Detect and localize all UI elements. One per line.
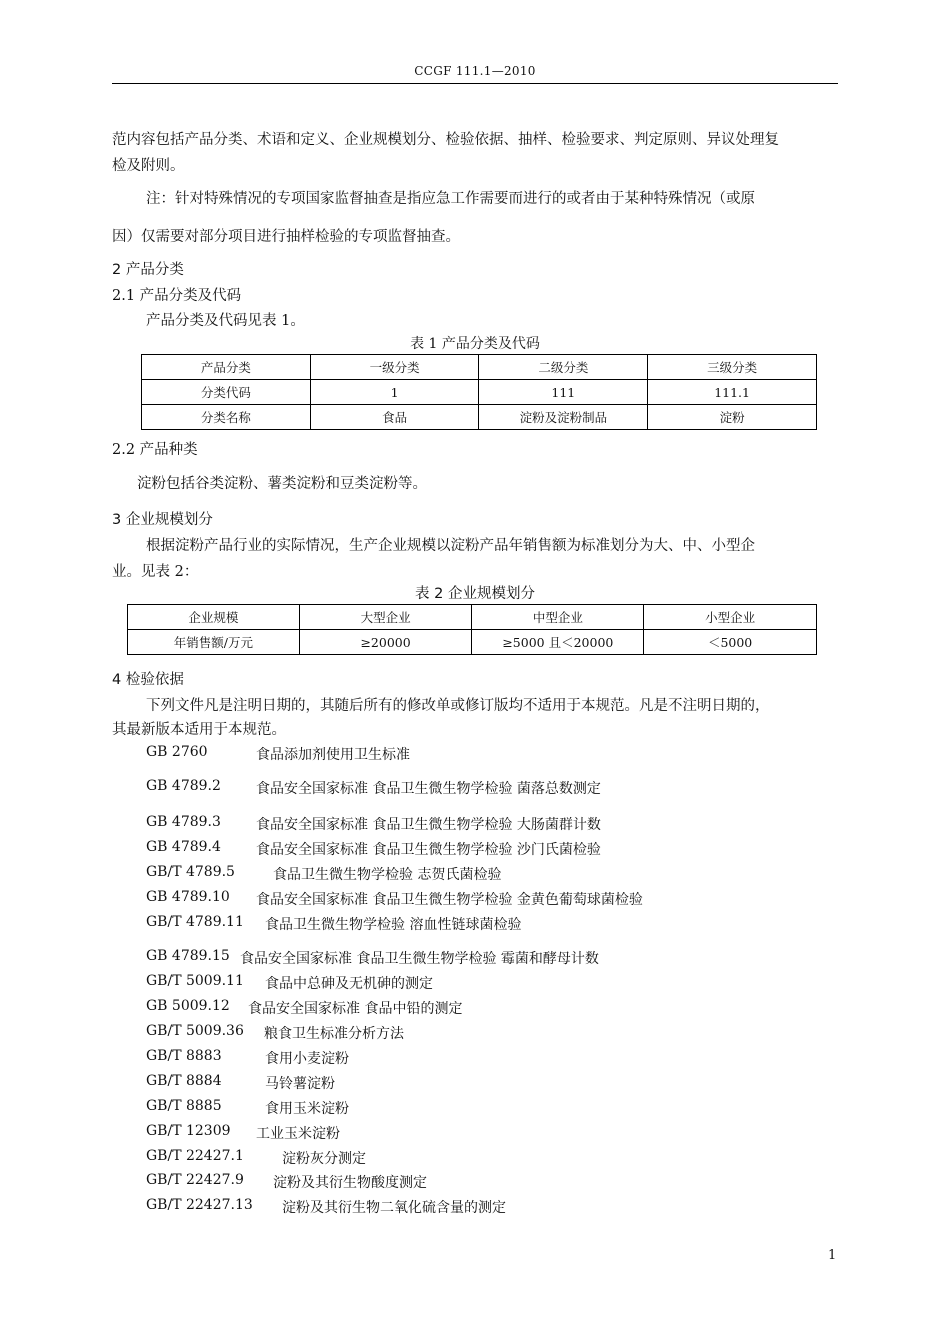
reference-code: GB/T 22427.13	[146, 1197, 253, 1213]
reference-code: GB 4789.15	[146, 948, 230, 964]
section-2-2-heading: 2.2 产品种类	[112, 442, 198, 458]
reference-title: 食品安全国家标准 食品卫生微生物学检验 沙门氏菌检验	[256, 842, 601, 858]
section-3-heading: 3 企业规模划分	[112, 512, 213, 528]
reference-title: 食品安全国家标准 食品卫生微生物学检验 金黄色葡萄球菌检验	[256, 892, 643, 908]
section-4-text-1: 下列文件凡是注明日期的，其随后所有的修改单或修订版均不适用于本规范。凡是不注明日期的，	[146, 698, 770, 714]
table-row	[142, 380, 817, 405]
reference-code: GB 4789.3	[146, 814, 221, 830]
reference-item	[146, 864, 502, 883]
table-2	[127, 604, 817, 655]
table-1	[141, 354, 817, 430]
table-row	[142, 405, 817, 430]
table-cell: 产品分类	[142, 355, 311, 380]
reference-code: GB/T 8883	[146, 1048, 222, 1064]
reference-title: 食用玉米淀粉	[265, 1101, 349, 1117]
reference-code: GB 2760	[146, 744, 208, 760]
reference-item	[146, 778, 601, 797]
reference-title: 食品安全国家标准 食品卫生微生物学检验 大肠菌群计数	[256, 817, 601, 833]
table-cell: 淀粉	[648, 405, 817, 430]
reference-code: GB/T 4789.11	[146, 914, 244, 930]
reference-title: 淀粉灰分测定	[282, 1151, 366, 1167]
table-cell: 食品	[310, 405, 479, 430]
reference-code: GB 4789.2	[146, 778, 221, 794]
reference-title: 淀粉及其衍生物酸度测定	[273, 1175, 427, 1191]
table-cell: 1	[310, 380, 479, 405]
table-cell: ≥5000 且＜20000	[472, 630, 644, 655]
reference-code: GB/T 5009.36	[146, 1023, 244, 1039]
section-2-1-text: 产品分类及代码见表 1。	[146, 313, 305, 329]
reference-code: GB/T 22427.1	[146, 1148, 244, 1164]
reference-item	[146, 1197, 506, 1216]
reference-title: 工业玉米淀粉	[256, 1126, 340, 1142]
header-code: CCGF 111.1—2010	[414, 64, 536, 78]
reference-item	[146, 1073, 335, 1092]
table-cell: 111.1	[648, 380, 817, 405]
table-cell: 分类代码	[142, 380, 311, 405]
section-4-text-2: 其最新版本适用于本规范。	[112, 722, 286, 738]
reference-title: 食品安全国家标准 食品中铅的测定	[248, 1001, 463, 1017]
table-cell: 企业规模	[128, 605, 300, 630]
reference-item	[146, 839, 601, 858]
reference-item	[146, 948, 599, 967]
section-3-text-1: 根据淀粉产品行业的实际情况，生产企业规模以淀粉产品年销售额为标准划分为大、中、小型企	[146, 538, 755, 554]
table-cell: 三级分类	[648, 355, 817, 380]
reference-code: GB 4789.10	[146, 889, 230, 905]
reference-item	[146, 1098, 349, 1117]
table-row	[128, 605, 817, 630]
reference-code: GB 4789.4	[146, 839, 221, 855]
reference-title: 粮食卫生标准分析方法	[264, 1026, 404, 1042]
reference-code: GB/T 12309	[146, 1123, 231, 1139]
table-cell: 一级分类	[310, 355, 479, 380]
section-2-1-heading: 2.1 产品分类及代码	[112, 288, 242, 304]
table-2-caption: 表 2 企业规模划分	[415, 586, 535, 602]
section-4-heading: 4 检验依据	[112, 672, 184, 688]
reference-title: 淀粉及其衍生物二氧化硫含量的测定	[282, 1200, 506, 1216]
reference-title: 马铃薯淀粉	[265, 1076, 335, 1092]
table-cell: ＜5000	[644, 630, 817, 655]
table-cell: 111	[479, 380, 648, 405]
table-cell: 分类名称	[142, 405, 311, 430]
reference-code: GB 5009.12	[146, 998, 230, 1014]
reference-item	[146, 973, 433, 992]
table-cell: 二级分类	[479, 355, 648, 380]
reference-item	[146, 1148, 366, 1167]
reference-title: 食品卫生微生物学检验 溶血性链球菌检验	[265, 917, 522, 933]
reference-item	[146, 914, 522, 933]
note-line-2: 因）仅需要对部分项目进行抽样检验的专项监督抽查。	[112, 229, 460, 245]
reference-item	[146, 814, 601, 833]
reference-title: 食品中总砷及无机砷的测定	[265, 976, 433, 992]
reference-item	[146, 1023, 404, 1042]
table-row	[128, 630, 817, 655]
reference-code: GB/T 4789.5	[146, 864, 235, 880]
reference-title: 食品安全国家标准 食品卫生微生物学检验 菌落总数测定	[256, 781, 601, 797]
intro-line-2: 检及附则。	[112, 158, 185, 174]
table-cell: 年销售额/万元	[128, 630, 300, 655]
reference-item	[146, 744, 410, 763]
reference-title: 食品安全国家标准 食品卫生微生物学检验 霉菌和酵母计数	[240, 951, 599, 967]
table-cell: 大型企业	[299, 605, 472, 630]
section-2-2-text: 淀粉包括谷类淀粉、薯类淀粉和豆类淀粉等。	[137, 476, 427, 492]
page-number: 1	[828, 1248, 837, 1263]
table-cell: 小型企业	[644, 605, 817, 630]
section-3-text-2: 业。见表 2：	[112, 564, 199, 580]
reference-code: GB/T 8885	[146, 1098, 222, 1114]
reference-code: GB/T 8884	[146, 1073, 222, 1089]
reference-code: GB/T 5009.11	[146, 973, 244, 989]
reference-title: 食品卫生微生物学检验 志贺氏菌检验	[273, 867, 502, 883]
note-line-1: 注：针对特殊情况的专项国家监督抽查是指应急工作需要而进行的或者由于某种特殊情况（或原	[146, 191, 755, 207]
table-cell: ≥20000	[299, 630, 472, 655]
header-rule	[112, 83, 838, 84]
table-cell: 淀粉及淀粉制品	[479, 405, 648, 430]
reference-item	[146, 1123, 340, 1142]
table-1-caption: 表 1 产品分类及代码	[410, 336, 540, 352]
table-cell: 中型企业	[472, 605, 644, 630]
reference-title: 食用小麦淀粉	[265, 1051, 349, 1067]
reference-title: 食品添加剂使用卫生标准	[256, 747, 410, 763]
reference-item	[146, 1172, 427, 1191]
table-row	[142, 355, 817, 380]
section-2-heading: 2 产品分类	[112, 262, 184, 278]
reference-item	[146, 998, 463, 1017]
reference-code: GB/T 22427.9	[146, 1172, 244, 1188]
reference-item	[146, 1048, 349, 1067]
reference-item	[146, 889, 643, 908]
intro-line-1: 范内容包括产品分类、术语和定义、企业规模划分、检验依据、抽样、检验要求、判定原则、异议处理复	[112, 132, 779, 148]
